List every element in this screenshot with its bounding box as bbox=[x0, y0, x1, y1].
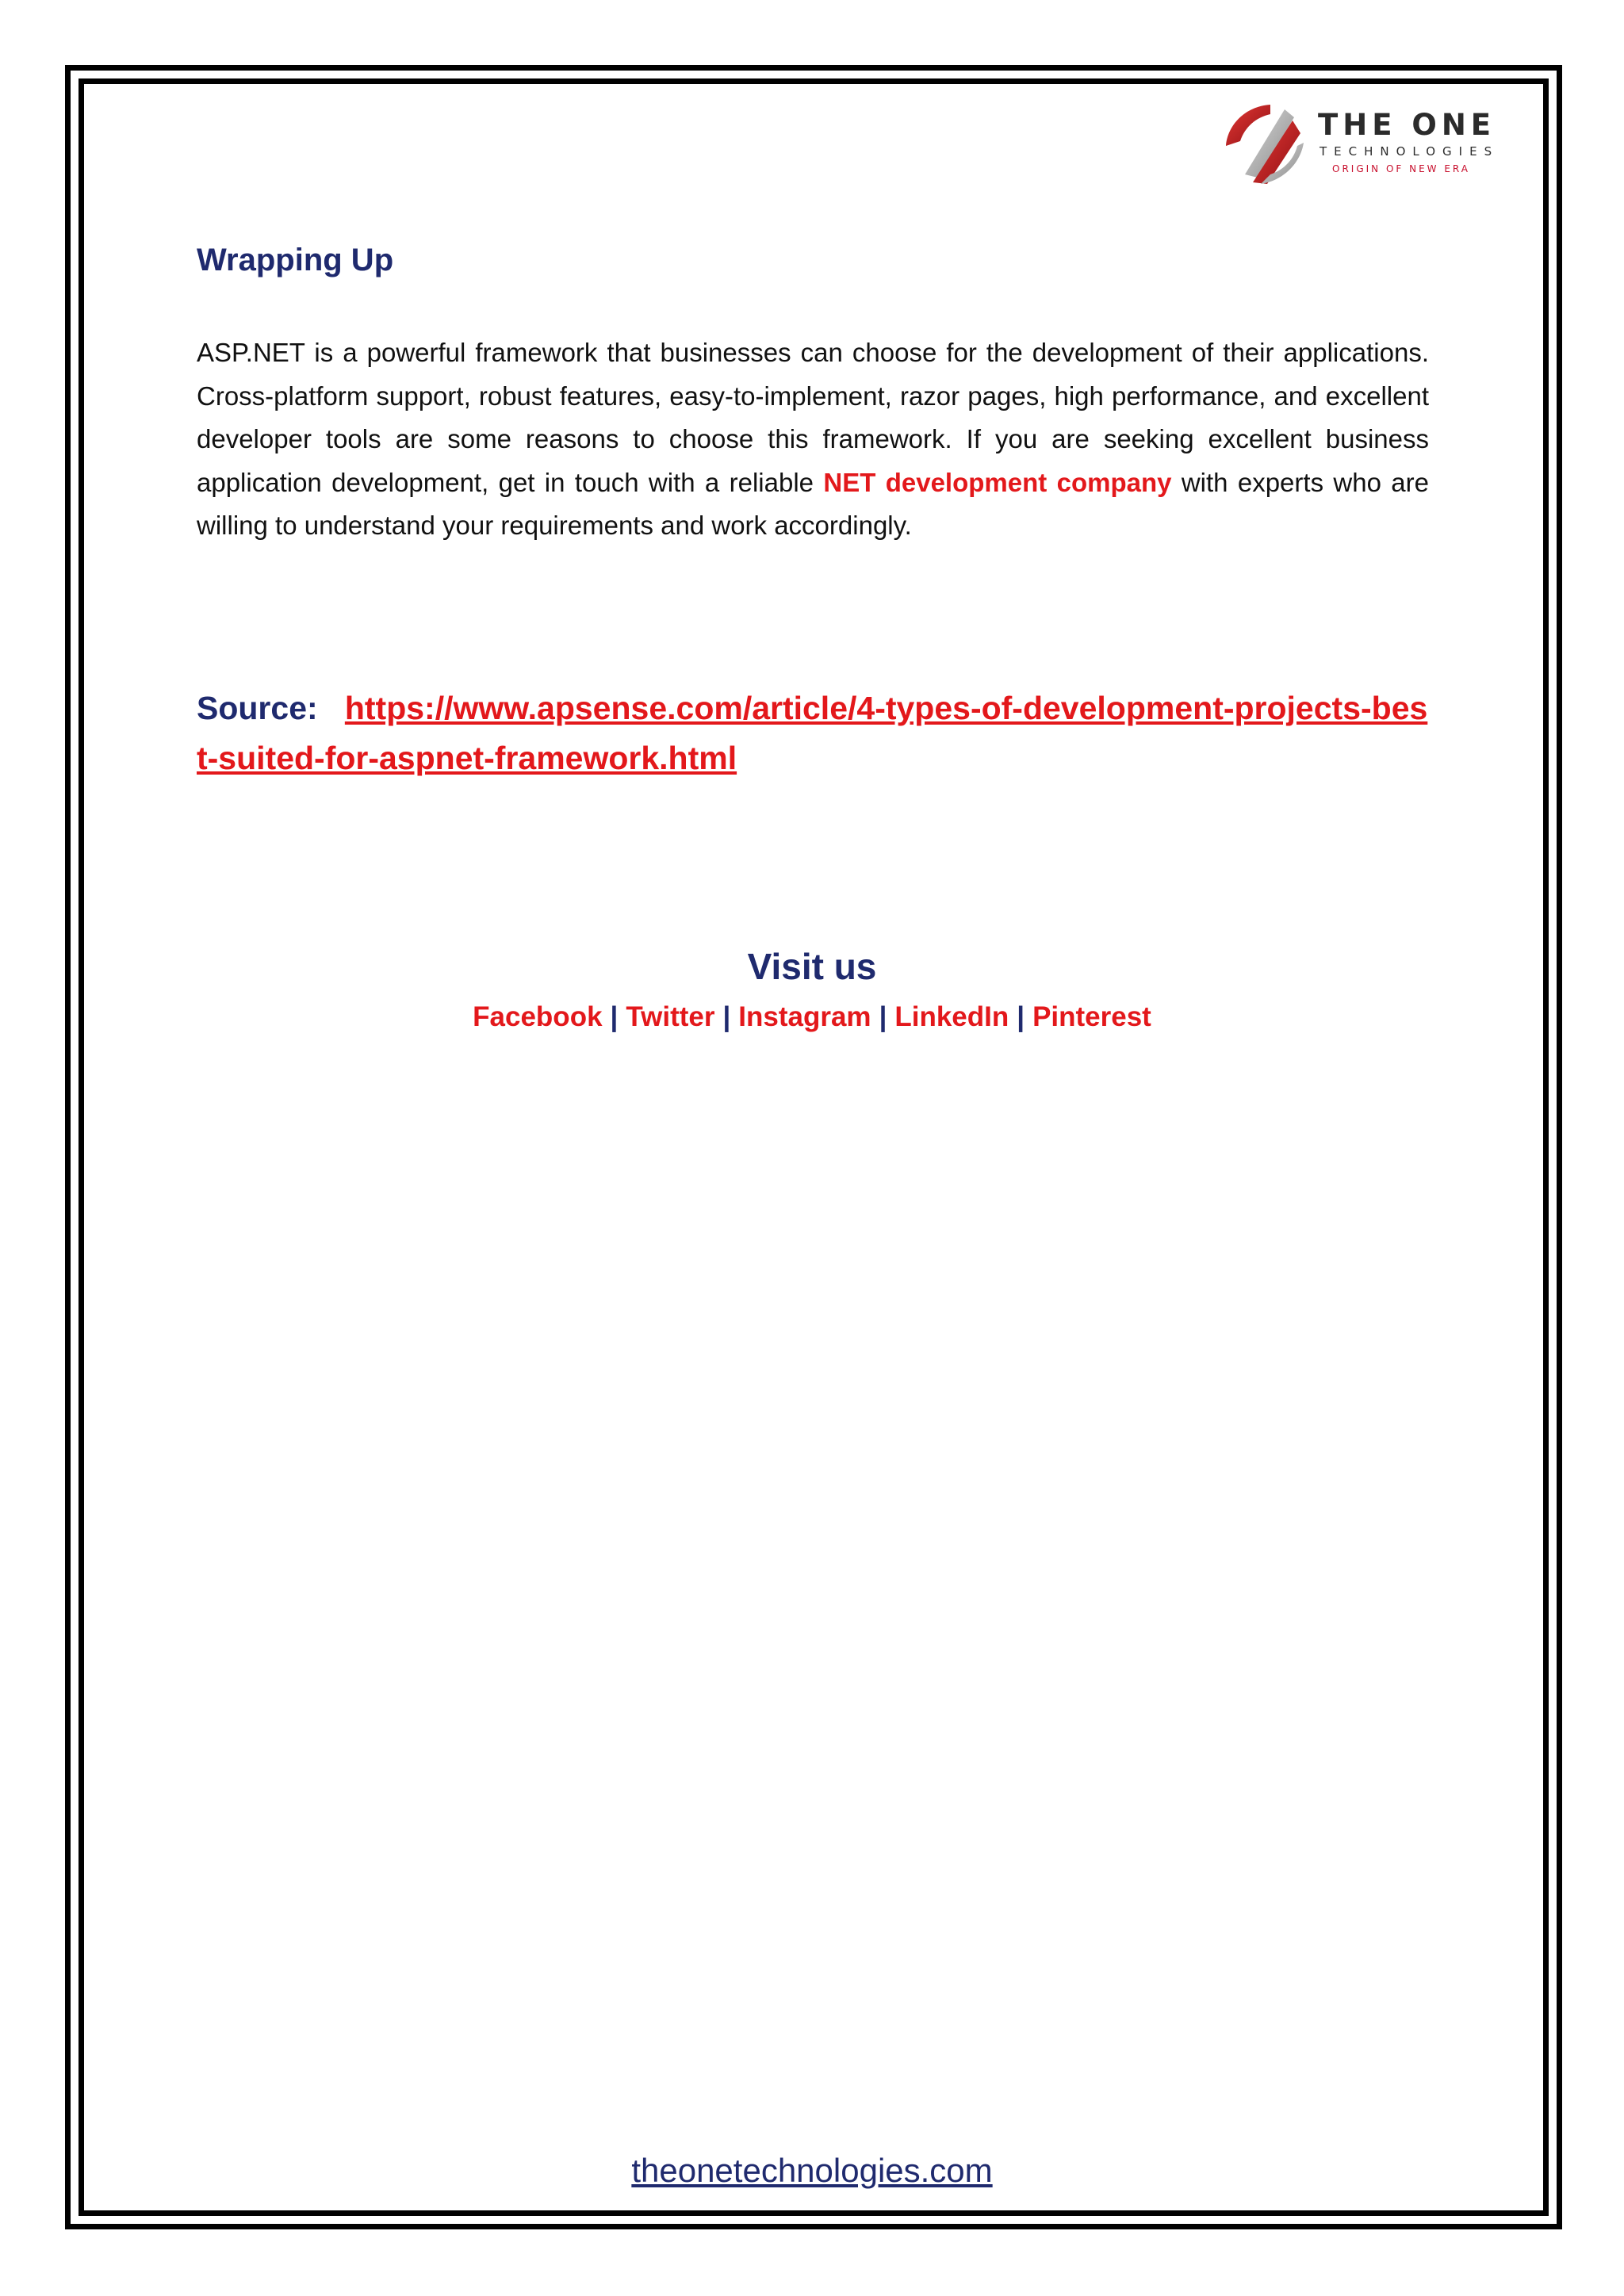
net-development-company-link[interactable]: NET development company bbox=[823, 467, 1172, 497]
company-logo bbox=[1221, 101, 1522, 187]
twitter-link[interactable]: Twitter bbox=[626, 1001, 715, 1032]
paragraph-text-after: with experts who are willing to understand your requirements and work accordingly. bbox=[197, 467, 1429, 540]
social-links bbox=[0, 1001, 1624, 1033]
logo-subtitle: TECHNOLOGIES bbox=[1320, 144, 1500, 159]
paragraph-text-before: ASP.NET is a powerful framework that businesses can choose for the development of their applications. Cross-platform support, robust features, easy-to-implement, razor pages, high performance, and excellent developer tools are some reasons to choose this framework. If you are seeking excellent business application development, get in touch with a reliable bbox=[197, 338, 1429, 497]
pinterest-link[interactable]: Pinterest bbox=[1032, 1001, 1151, 1032]
separator: | bbox=[610, 1001, 619, 1032]
instagram-link[interactable]: Instagram bbox=[738, 1001, 871, 1032]
linkedin-link[interactable]: LinkedIn bbox=[894, 1001, 1009, 1032]
separator: | bbox=[1017, 1001, 1025, 1032]
body-paragraph bbox=[197, 331, 1429, 548]
separator: | bbox=[722, 1001, 731, 1032]
logo-name: THE ONE bbox=[1318, 108, 1496, 142]
section-heading: Wrapping Up bbox=[197, 243, 394, 277]
separator: | bbox=[879, 1001, 887, 1032]
source-block bbox=[197, 683, 1429, 783]
visit-us-title: Visit us bbox=[747, 946, 877, 987]
footer-website-link[interactable]: theonetechnologies.com bbox=[631, 2152, 993, 2189]
facebook-link[interactable]: Facebook bbox=[473, 1001, 603, 1032]
logo-mark-icon bbox=[1221, 101, 1307, 187]
source-label: Source: bbox=[197, 690, 318, 726]
source-link[interactable]: https://www.apsense.com/article/4-types-of-development-projects-best-suited-for-aspnet-framework.html bbox=[197, 690, 1428, 776]
logo-tagline: ORIGIN OF NEW ERA bbox=[1332, 163, 1470, 174]
